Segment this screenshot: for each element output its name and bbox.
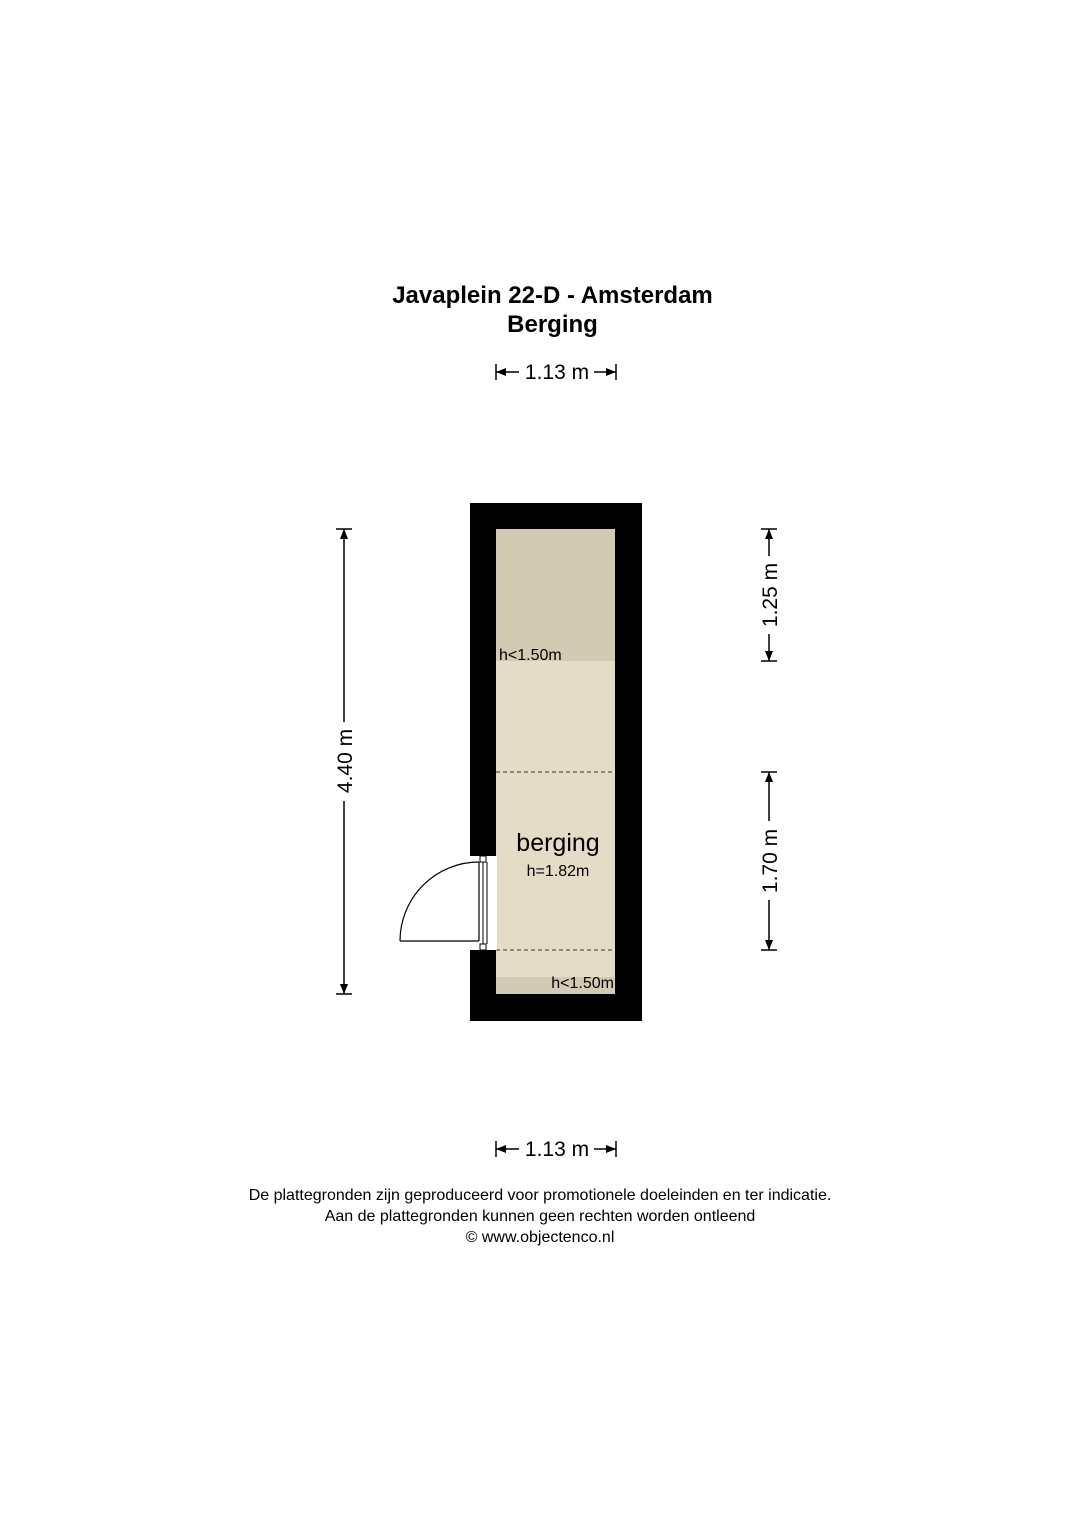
disclaimer (0, 1185, 1080, 1248)
plan-subtitle: Berging (507, 311, 598, 338)
total-length-label: 4.40 m (334, 728, 357, 794)
top-width-dimension (496, 361, 616, 384)
room-height: h=1.82m (526, 863, 590, 880)
middle-segment-dimension (759, 772, 782, 950)
low-ceiling-label-bottom: h<1.50m (551, 975, 614, 992)
copyright-line: © www.objectenco.nl (465, 1229, 615, 1246)
bottom-width-label: 1.13 m (524, 1138, 590, 1161)
low-ceiling-label-top: h<1.50m (499, 647, 562, 664)
middle-segment-label: 1.70 m (759, 828, 782, 894)
upper-segment-label: 1.25 m (759, 562, 782, 628)
room-name: berging (516, 829, 600, 857)
plan-title: Javaplein 22-D - Amsterdam (392, 282, 713, 309)
total-length-dimension (334, 529, 357, 994)
low-ceiling-zone-top (496, 529, 615, 661)
bottom-width-dimension (496, 1138, 616, 1161)
upper-segment-dimension (759, 529, 782, 661)
door (400, 856, 497, 950)
disclaimer-line-2: Aan de plattegronden kunnen geen rechten worden ontleend (324, 1208, 756, 1225)
top-width-label: 1.13 m (524, 361, 590, 384)
disclaimer-line-1: De plattegronden zijn geproduceerd voor promotionele doeleinden en ter indicatie. (248, 1187, 832, 1204)
